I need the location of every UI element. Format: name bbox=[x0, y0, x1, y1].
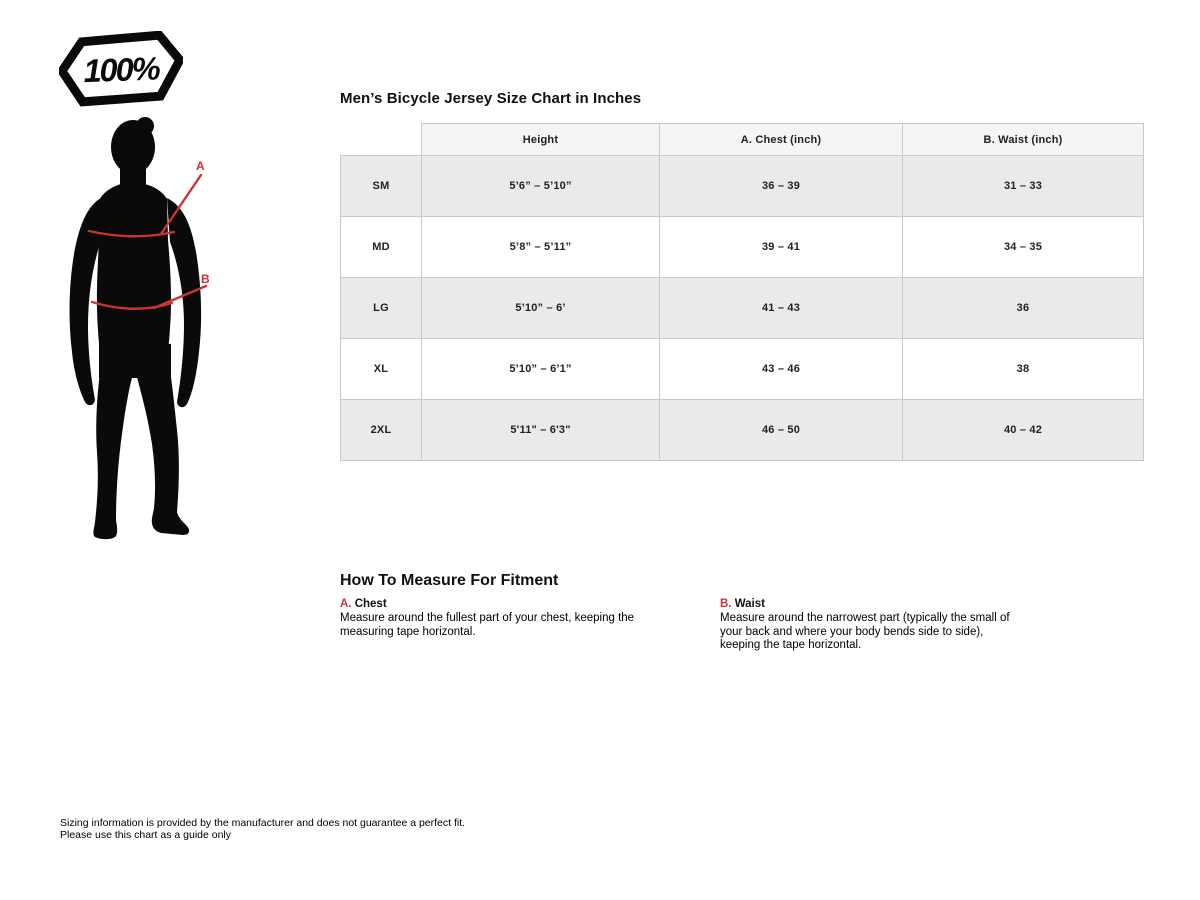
measure-text-chest: Measure around the fullest part of your chest, keeping the measuring tape horizontal. bbox=[340, 612, 635, 638]
table-row-md bbox=[341, 217, 1144, 278]
chest-label-a: A bbox=[196, 159, 205, 173]
size-cell: 2XL bbox=[341, 400, 422, 461]
chest-cell: 41 – 43 bbox=[660, 278, 903, 339]
waist-cell: 40 – 42 bbox=[903, 400, 1144, 461]
measure-item-waist bbox=[720, 598, 1018, 653]
waist-cell: 31 – 33 bbox=[903, 156, 1144, 217]
height-cell: 5’10” – 6’ bbox=[422, 278, 660, 339]
height-cell: 5’10” – 6’1” bbox=[422, 339, 660, 400]
chest-cell: 39 – 41 bbox=[660, 217, 903, 278]
table-header-row bbox=[341, 124, 1144, 156]
table-row-sm bbox=[341, 156, 1144, 217]
disclaimer-line-2: Please use this chart as a guide only bbox=[60, 829, 232, 841]
column-header-waist: B. Waist (inch) bbox=[903, 124, 1144, 156]
measure-item-chest bbox=[340, 598, 638, 639]
disclaimer-line-1: Sizing information is provided by the manufacturer and does not guarantee a perfect fit. bbox=[60, 817, 466, 829]
measure-name-waist: Waist bbox=[734, 598, 765, 610]
measure-text-waist: Measure around the narrowest part (typically the small of your back and where your body bends side to side), keeping the tape horizontal. bbox=[720, 612, 1010, 652]
size-cell: XL bbox=[341, 339, 422, 400]
size-cell: MD bbox=[341, 217, 422, 278]
howto-section-heading: How To Measure For Fitment bbox=[340, 572, 559, 589]
corner-cell bbox=[341, 124, 422, 156]
chest-cell: 36 – 39 bbox=[660, 156, 903, 217]
disclaimer bbox=[60, 817, 465, 841]
body-silhouette-figure bbox=[55, 106, 285, 548]
table-row-lg bbox=[341, 278, 1144, 339]
height-cell: 5’6” – 5’10” bbox=[422, 156, 660, 217]
table-row-2xl bbox=[341, 400, 1144, 461]
brand-logo-100percent bbox=[59, 31, 183, 107]
size-chart-table bbox=[340, 123, 1144, 461]
waist-cell: 38 bbox=[903, 339, 1144, 400]
size-chart-table-wrap bbox=[340, 123, 1144, 461]
page-title: Men’s Bicycle Jersey Size Chart in Inches bbox=[340, 90, 642, 107]
logo-text: 100% bbox=[82, 50, 160, 90]
measure-label-waist bbox=[720, 598, 1018, 610]
waist-label-b: B bbox=[201, 272, 210, 286]
size-cell: SM bbox=[341, 156, 422, 217]
height-cell: 5'11" – 6'3" bbox=[422, 400, 660, 461]
column-header-chest: A. Chest (inch) bbox=[660, 124, 903, 156]
height-cell: 5’8” – 5’11” bbox=[422, 217, 660, 278]
size-cell: LG bbox=[341, 278, 422, 339]
measure-prefix-a: A. bbox=[340, 598, 352, 610]
measure-prefix-b: B. bbox=[720, 598, 732, 610]
chest-cell: 46 – 50 bbox=[660, 400, 903, 461]
measure-name-chest: Chest bbox=[354, 598, 387, 610]
chest-cell: 43 – 46 bbox=[660, 339, 903, 400]
man-silhouette bbox=[70, 117, 202, 539]
table-row-xl bbox=[341, 339, 1144, 400]
waist-cell: 34 – 35 bbox=[903, 217, 1144, 278]
measure-label-chest bbox=[340, 598, 638, 610]
column-header-height: Height bbox=[422, 124, 660, 156]
waist-cell: 36 bbox=[903, 278, 1144, 339]
